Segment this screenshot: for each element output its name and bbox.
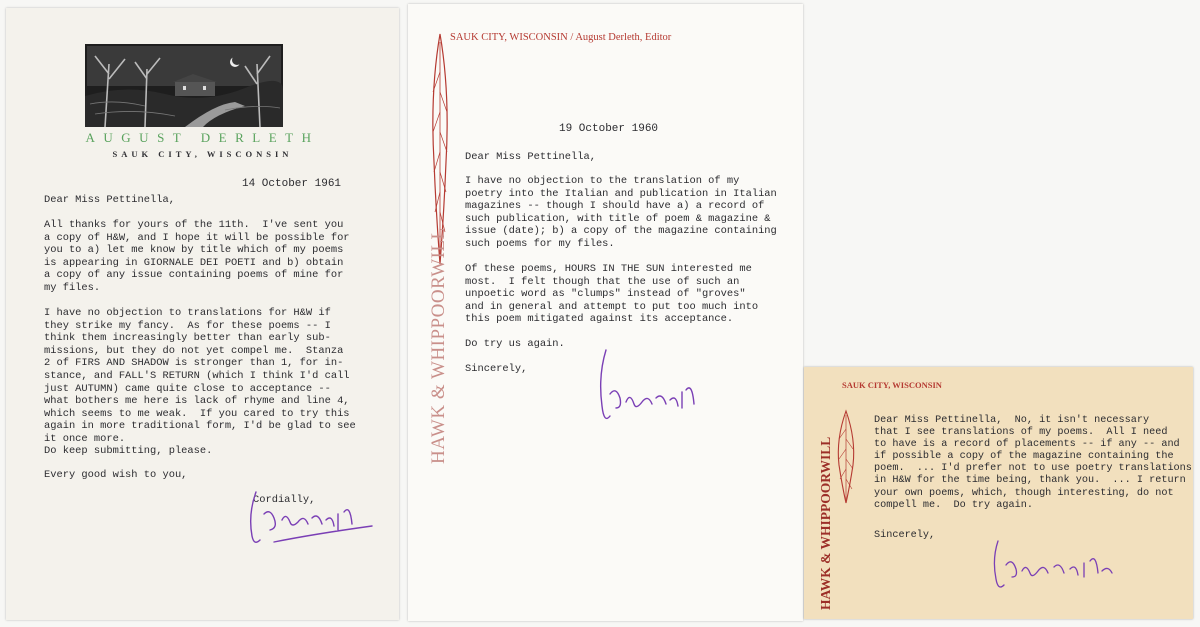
letter-1960 (408, 4, 803, 621)
vertical-brand-hawk-whippoorwill: HAWK & WHIPPOORWILL (428, 227, 449, 464)
woodcut-landscape-illustration (85, 44, 283, 127)
feather-quill-icon (834, 409, 858, 505)
letterhead-location: SAUK CITY, WISCONSIN (112, 149, 293, 159)
letter-closing: Sincerely, (465, 363, 528, 375)
vertical-brand-hawk-whippoorwill: HAWK & WHIPPOORWILL (818, 436, 833, 610)
card-closing: Sincerely, (874, 530, 936, 541)
letter-1961 (6, 8, 399, 620)
letter-greeting: Dear Miss Pettinella, (44, 194, 175, 206)
letter-paragraph: Do try us again. (465, 338, 565, 350)
card-body: Dear Miss Pettinella, No, it isn't necessary that I see translations of my poems. All I need to have is a record of placements -- if any -- and if possible a copy of the magazine containing the poem. ... I'd prefer not to use poetry translations in H&W for the time being, thank you. ... I return your own poems, which, though interesting, do not compell me. Do try again. (874, 415, 1192, 511)
handwritten-signature (984, 535, 1144, 597)
letter-date: 19 October 1960 (559, 123, 659, 135)
letter-closing: Cordially, (253, 494, 316, 506)
letter-paragraph: I have no objection to translations for H&W if they strike my fancy. As for these poems -- I think them increasingly better than early sub- missions, but they do not yet compel me. Stanza 2 of FIRS AND SHADOW is stronger than 1, for in- stance, and FALL'S RETURN (which I think I'd call just AUTUMN) came quite close to acceptance -- what bothers me here is lack of rhyme and line 4, which seems to me weak. If you cared to try this again in more traditional form, I'd be glad to see it once more. (44, 307, 356, 445)
handwritten-signature (588, 346, 708, 442)
letter-paragraph: All thanks for yours of the 11th. I've sent you a copy of H&W, and I hope it will be possible for you to a) let me know by title which of my poems is appearing in GIORNALE DEI POETI and b) obtain a copy of any issue containing poems of mine for my files. (44, 219, 350, 294)
letterhead-header: SAUK CITY, WISCONSIN / August Derleth, Editor (450, 32, 672, 43)
letter-paragraph: Of these poems, HOURS IN THE SUN interested me most. I felt though that the use of such an unpoetic word as "clumps" instead of "groves" and in general and attempt to put too much into this poem mitigated against its acceptance. (465, 263, 759, 326)
card-header: SAUK CITY, WISCONSIN (842, 380, 942, 390)
letter-paragraph: Do keep submitting, please. (44, 445, 213, 457)
letter-greeting: Dear Miss Pettinella, (465, 151, 596, 163)
letter-paragraph: I have no objection to the translation of my poetry into the Italian and publication in Italian magazines -- though I should have a) a record of such publication, with title of poem & magazine & issue (date); b) a copy of the magazine containing such poems for my files. (465, 175, 777, 250)
letter-paragraph: Every good wish to you, (44, 469, 188, 481)
postcard-reply (804, 367, 1193, 619)
letter-date: 14 October 1961 (242, 178, 342, 190)
letterhead-name: AUGUST DERLETH (85, 130, 320, 145)
handwritten-signature (234, 484, 384, 556)
